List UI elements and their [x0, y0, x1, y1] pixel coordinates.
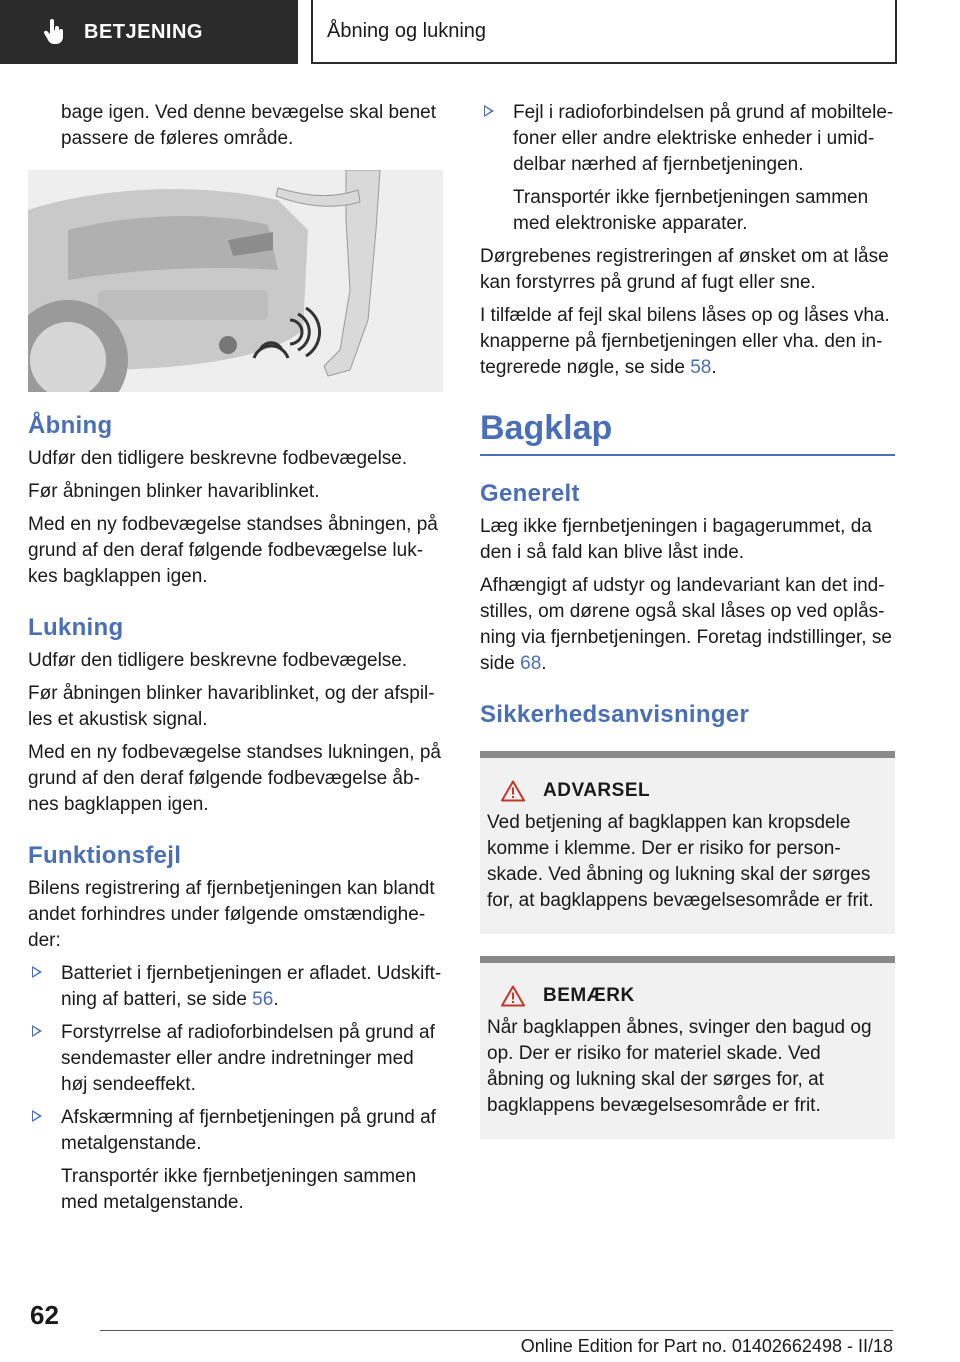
tailgate-illustration: [28, 170, 443, 392]
list-item: Batteriet i fjernbetjeningen er afladet. Udskiftning af batteri, se side 56.: [28, 961, 443, 1013]
right-column: Fejl i radioforbindelsen på grund af mobiltelefoner eller andre elektriske enheder i umiddelbar nærhed af fjernbetjeningen. Transportér ikke fjernbetjeningen sammen med elektroniske apparater. Dørgrebenes registreringen af ønsket om at låse kan forstyrres på grund af fugt eller sne. I tilfælde af fejl skal bilens låses op og låses vha. knapperne på fjernbetjeningen eller vha. den integrerede nøgle, se side 58. Bagklap Generelt Læg ikke fjernbetjeningen i bagagerummet, da den i så fald kan blive låst inde. Afhængigt af udstyr og landevariant kan det indstilles, om dørene også skal låses op ved oplåsning via fjernbetjeningen. Foretag indstillinger, se side 68. Sikkerhedsanvisninger ADVARSEL Ved betjening af bagklappen kan kropsdele komme i klemme. Der er risiko for personskade. Ved åbning og lukning skal der sørges for, at bagklappens bevægelsesområde er frit. BEMÆRK Når bagklappen åbnes, svinger den bagud og op. Der er risiko for materiel skade. Ved åbning og lukning skal der sørges for, at bagklappens bevægelsesområde er frit.: [480, 100, 895, 1139]
page-link-58[interactable]: 58: [690, 357, 712, 378]
aabning-text-3: Med en ny fodbevægelse standses åbningen, på grund af den deraf følgende fodbevægelse lukkes bagklappen igen.: [28, 514, 438, 587]
bullet-text: Forstyrrelse af radioforbindelsen på grund af sendemaster eller andre indretninger med høj sendeeffekt.: [61, 1022, 435, 1095]
warning-text: Ved betjening af bagklappen kan kropsdele komme i klemme. Der er risiko for personskade. Ved åbning og lukning skal der sørges for, at bagklappens bevægelsesområde er frit.: [487, 812, 874, 911]
left-column: [28, 100, 443, 1223]
heading-lukning: Lukning: [28, 614, 124, 641]
heading-bagklap: Bagklap: [480, 409, 895, 456]
list-item: [28, 1020, 443, 1098]
notice-label: BEMÆRK: [543, 985, 635, 1006]
page-link-56[interactable]: 56: [252, 989, 274, 1010]
warning-triangle-icon: [501, 780, 525, 802]
hand-pointer-icon: [42, 19, 66, 45]
list-item: [480, 100, 895, 237]
bullet-triangle-icon: [32, 1025, 42, 1037]
bullet-extra-text: Transportér ikke fjernbetjeningen sammen med metalgenstande.: [61, 1166, 417, 1213]
aabning-text-1: Udfør den tidligere beskrevne fodbevægelse.: [28, 448, 408, 469]
footer-divider: [100, 1330, 893, 1331]
bullet-text: Batteriet i fjernbetjeningen er afladet. Udskiftning af batteri, se side: [61, 963, 442, 1010]
bullet-triangle-icon: [32, 966, 42, 978]
bullet-text: Afskærmning af fjernbetjeningen på grund af metalgenstande.: [61, 1107, 436, 1154]
heading-funktionsfejl: Funktionsfejl: [28, 842, 182, 869]
warning-box: [480, 751, 895, 934]
bullet-triangle-icon: [32, 1110, 42, 1122]
lukning-text-3: Med en ny fodbevægelse standses lukningen, på grund af den deraf følgende fodbevægelse åbnes bagklappen igen.: [28, 742, 441, 815]
notice-box: [480, 956, 895, 1139]
heading-generelt: Generelt: [480, 480, 580, 507]
chapter-title: Åbning og lukning: [327, 19, 487, 42]
intro-text: bage igen. Ved denne bevægelse skal benet passere de føleres område.: [61, 102, 437, 149]
bullet-triangle-icon: [484, 105, 494, 117]
fejl-intro: Bilens registrering af fjernbetjeningen kan blandt andet forhindres under følgende omstændigheder:: [28, 878, 435, 951]
bullet-text: Fejl i radioforbindelsen på grund af mobiltelefoner eller andre elektriske enheder i umiddelbar nærhed af fjernbetjeningen.: [513, 102, 894, 175]
heading-aabning: Åbning: [28, 412, 113, 439]
page-link-68[interactable]: 68: [520, 653, 542, 674]
lukning-text-1: Udfør den tidligere beskrevne fodbevægelse.: [28, 650, 408, 671]
generelt-text-2: Afhængigt af udstyr og landevariant kan det indstilles, om dørene også skal låses op ved oplåsning via fjernbetjeningen. Foretag indstillinger, se side: [480, 575, 892, 674]
chapter-header: [311, 0, 897, 64]
bullet-extra-text: Transportér ikke fjernbetjeningen sammen med elektroniske apparater.: [513, 187, 869, 234]
generelt-text-1: Læg ikke fjernbetjeningen i bagagerummet, da den i så fald kan blive låst inde.: [480, 516, 872, 563]
car-foot-sensor-image: [28, 170, 443, 392]
lukning-text-2: Før åbningen blinker havariblinket, og der afspilles et akustisk signal.: [28, 683, 435, 730]
paragraph-fejl: I tilfælde af fejl skal bilens låses op og låses vha. knapperne på fjernbetjeningen eller vha. den integrerede nøgle, se side: [480, 305, 890, 378]
warning-label: ADVARSEL: [543, 780, 651, 801]
aabning-text-2: Før åbningen blinker havariblinket.: [28, 481, 320, 502]
list-item: [28, 1105, 443, 1216]
page-number: 62: [30, 1300, 59, 1330]
paragraph-fugt: Dørgrebenes registreringen af ønsket om at låse kan forstyrres på grund af fugt eller sne.: [480, 246, 889, 293]
heading-sikkerhedsanvisninger: Sikkerhedsanvisninger: [480, 701, 750, 728]
warning-triangle-icon: [501, 985, 525, 1007]
section-name: BETJENING: [84, 20, 203, 43]
footer-edition: Online Edition for Part no. 01402662498 - II/18: [520, 1336, 893, 1356]
notice-text: Når bagklappen åbnes, svinger den bagud og op. Der er risiko for materiel skade. Ved åbning og lukning skal der sørges for, at bagklappens bevægelsesområde er frit.: [487, 1017, 872, 1116]
section-tab: [0, 0, 298, 64]
